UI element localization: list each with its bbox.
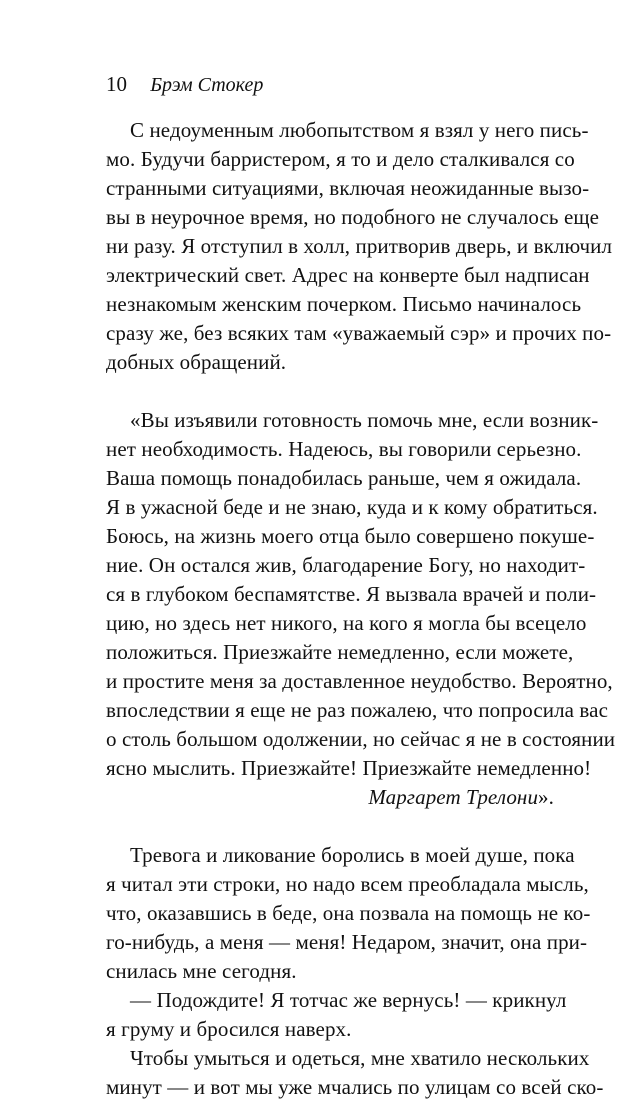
page-header <box>106 70 554 98</box>
paragraph-letter <box>106 406 616 812</box>
text-line: положиться. Приезжайте немедленно, если можете, <box>106 640 574 664</box>
running-title: Брэм Стокер <box>150 74 264 96</box>
text-line: Тревога и ликование боролись в моей душе, пока <box>130 843 575 867</box>
letter-signature <box>106 783 554 812</box>
text-line: Я в ужасной беде и не знаю, куда и к кому обратиться. <box>106 495 598 519</box>
text-line: ясно мыслить. Приезжайте! Приезжайте немедленно! <box>106 756 592 780</box>
book-page <box>106 70 616 1102</box>
text-line: ся в глубоком беспамятстве. Я вызвала врачей и поли- <box>106 582 597 606</box>
text-line: нет необходимость. Надеюсь, вы говорили серьезно. <box>106 437 582 461</box>
text-line: — Подождите! Я тотчас же вернусь! — крикнул <box>130 988 567 1012</box>
text-line: минут — и вот мы уже мчались по улицам со всей ско- <box>106 1075 604 1099</box>
text-line: Боюсь, на жизнь моего отца было совершено покуше- <box>106 524 595 548</box>
text-line: незнакомым женским почерком. Письмо начиналось <box>106 292 582 316</box>
text-line: цию, но здесь нет никого, на кого я могла бы всецело <box>106 611 587 635</box>
signature-closing-quote: ». <box>538 785 554 809</box>
text-line: и простите меня за доставленное неудобство. Вероятно, <box>106 669 613 693</box>
paragraph-departure <box>106 1044 604 1102</box>
section-gap <box>106 377 554 406</box>
text-line: странными ситуациями, включая неожиданные вызо- <box>106 176 590 200</box>
paragraph-reaction <box>106 841 591 986</box>
text-line: я читал эти строки, но надо всем преобладала мысль, <box>106 872 589 896</box>
section-gap <box>106 812 554 841</box>
page-number: 10 <box>106 72 127 96</box>
signature-name: Маргарет Трелони <box>368 785 539 809</box>
text-line: «Вы изъявили готовность помочь мне, если возник- <box>130 408 599 432</box>
text-line: что, оказавшись в беде, она позвала на помощь не ко- <box>106 901 591 925</box>
text-line: электрический свет. Адрес на конверте был надписан <box>106 263 590 287</box>
text-line: добных обращений. <box>106 350 287 374</box>
text-line: С недоуменным любопытством я взял у него пись- <box>130 118 589 142</box>
text-line: мо. Будучи барристером, я то и дело сталкивался со <box>106 147 575 171</box>
text-line: ни разу. Я отступил в холл, притворив дверь, и включил <box>106 234 613 258</box>
text-line: я груму и бросился наверх. <box>106 1017 352 1041</box>
text-line: ние. Он остался жив, благодарение Богу, но находит- <box>106 553 586 577</box>
text-line: Чтобы умыться и одеться, мне хватило нескольких <box>130 1046 590 1070</box>
text-line: Ваша помощь понадобилась раньше, чем я ожидала. <box>106 466 582 490</box>
text-line: о столь большом одолжении, но сейчас я не в состоянии <box>106 727 616 751</box>
text-line: снилась мне сегодня. <box>106 959 297 983</box>
text-line: го-нибудь, а меня — меня! Недаром, значит, она при- <box>106 930 588 954</box>
paragraph-dialogue <box>106 986 567 1044</box>
text-line: вы в неурочное время, но подобного не случалось еще <box>106 205 600 229</box>
paragraph-intro <box>106 116 613 377</box>
text-line: впоследствии я еще не раз пожалею, что попросила вас <box>106 698 609 722</box>
text-line: сразу же, без всяких там «уважаемый сэр» и прочих по- <box>106 321 612 345</box>
